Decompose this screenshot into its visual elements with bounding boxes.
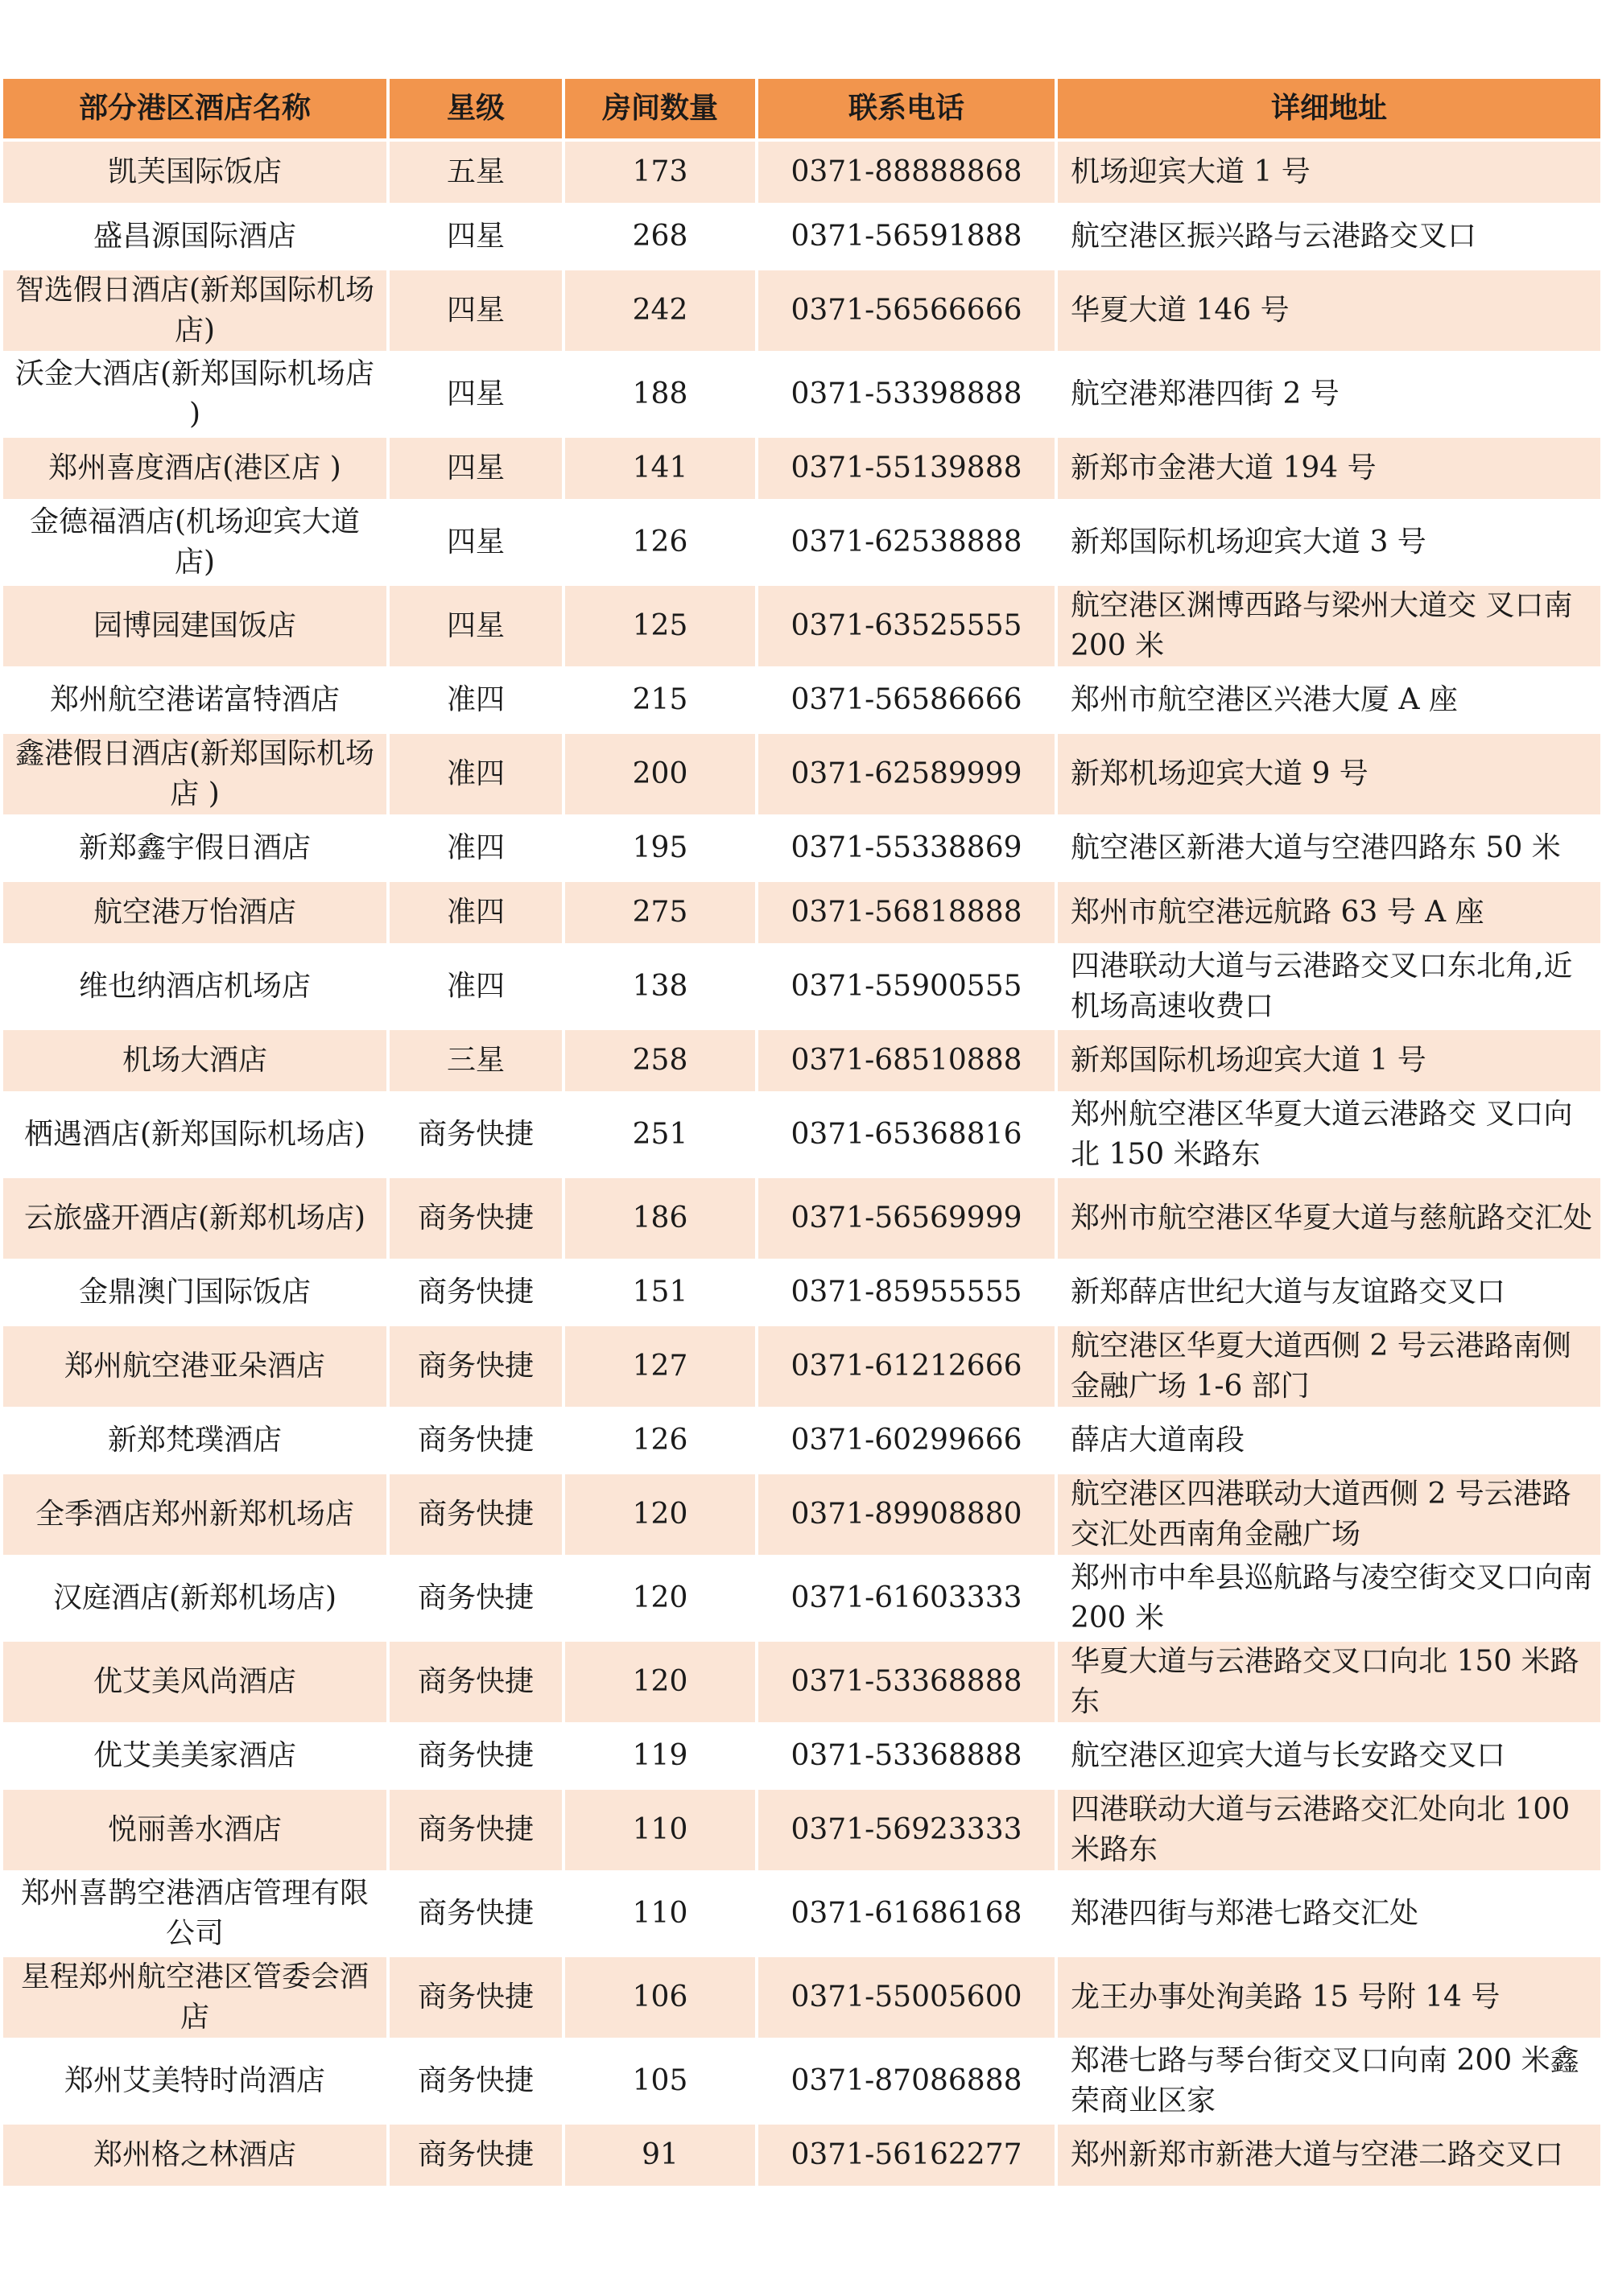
table-row <box>3 818 1604 882</box>
phone-number: 0371-88888868 <box>758 142 1058 206</box>
hotel-name: 优艾美美家酒店 <box>3 1725 390 1790</box>
table-row <box>3 1178 1604 1262</box>
star-rating: 四星 <box>390 206 565 270</box>
room-count: 126 <box>565 502 758 586</box>
star-rating: 商务快捷 <box>390 1558 565 1642</box>
address: 龙王办事处洵美路 15 号附 14 号 <box>1058 1957 1604 2041</box>
star-rating: 商务快捷 <box>390 1790 565 1873</box>
room-count: 126 <box>565 1410 758 1474</box>
hotel-name: 全季酒店郑州新郑机场店 <box>3 1474 390 1558</box>
address: 新郑国际机场迎宾大道 1 号 <box>1058 1030 1604 1094</box>
phone-number: 0371-65368816 <box>758 1094 1058 1178</box>
table-row <box>3 946 1604 1030</box>
hotel-name: 沃金大酒店(新郑国际机场店 ) <box>3 354 390 438</box>
table-row <box>3 1410 1604 1474</box>
room-count: 151 <box>565 1262 758 1326</box>
table-row <box>3 1326 1604 1410</box>
hotel-table-container <box>3 79 1604 2189</box>
address: 郑港七路与琴台街交叉口向南 200 米鑫荣商业区家 <box>1058 2041 1604 2125</box>
room-count: 188 <box>565 354 758 438</box>
table-row <box>3 1094 1604 1178</box>
address: 航空港区渊博西路与梁州大道交 叉口南 200 米 <box>1058 586 1604 670</box>
hotel-name: 金德福酒店(机场迎宾大道店) <box>3 502 390 586</box>
phone-number: 0371-55005600 <box>758 1957 1058 2041</box>
address: 薛店大道南段 <box>1058 1410 1604 1474</box>
address: 郑州市航空港远航路 63 号 A 座 <box>1058 882 1604 946</box>
address: 郑州航空港区华夏大道云港路交 叉口向北 150 米路东 <box>1058 1094 1604 1178</box>
star-rating: 商务快捷 <box>390 1094 565 1178</box>
table-row <box>3 1957 1604 2041</box>
hotel-name: 凯芙国际饭店 <box>3 142 390 206</box>
room-count: 173 <box>565 142 758 206</box>
hotel-name: 智选假日酒店(新郑国际机场店) <box>3 270 390 354</box>
star-rating: 商务快捷 <box>390 1474 565 1558</box>
star-rating: 准四 <box>390 946 565 1030</box>
room-count: 110 <box>565 1873 758 1957</box>
star-rating: 四星 <box>390 270 565 354</box>
address: 四港联动大道与云港路交汇处向北 100 米路东 <box>1058 1790 1604 1873</box>
star-rating: 准四 <box>390 818 565 882</box>
room-count: 268 <box>565 206 758 270</box>
room-count: 186 <box>565 1178 758 1262</box>
room-count: 106 <box>565 1957 758 2041</box>
address: 四港联动大道与云港路交叉口东北角,近机场高速收费口 <box>1058 946 1604 1030</box>
phone-number: 0371-89908880 <box>758 1474 1058 1558</box>
phone-number: 0371-61603333 <box>758 1558 1058 1642</box>
room-count: 258 <box>565 1030 758 1094</box>
table-row <box>3 2041 1604 2125</box>
star-rating: 三星 <box>390 1030 565 1094</box>
room-count: 195 <box>565 818 758 882</box>
table-row <box>3 2125 1604 2189</box>
star-rating: 四星 <box>390 586 565 670</box>
star-rating: 商务快捷 <box>390 1178 565 1262</box>
hotel-name: 金鼎澳门国际饭店 <box>3 1262 390 1326</box>
address: 华夏大道与云港路交叉口向北 150 米路东 <box>1058 1642 1604 1725</box>
hotel-name: 郑州艾美特时尚酒店 <box>3 2041 390 2125</box>
table-row <box>3 206 1604 270</box>
room-count: 110 <box>565 1790 758 1873</box>
table-row <box>3 1642 1604 1725</box>
address: 郑州市航空港区华夏大道与慈航路交汇处 <box>1058 1178 1604 1262</box>
header-phone: 联系电话 <box>758 79 1058 142</box>
table-row <box>3 1790 1604 1873</box>
address: 华夏大道 146 号 <box>1058 270 1604 354</box>
star-rating: 准四 <box>390 670 565 734</box>
address: 郑州市中牟县巡航路与凌空街交叉口向南 200 米 <box>1058 1558 1604 1642</box>
room-count: 215 <box>565 670 758 734</box>
address: 机场迎宾大道 1 号 <box>1058 142 1604 206</box>
hotel-name: 优艾美风尚酒店 <box>3 1642 390 1725</box>
star-rating: 商务快捷 <box>390 2041 565 2125</box>
hotel-table <box>3 79 1604 2189</box>
phone-number: 0371-61212666 <box>758 1326 1058 1410</box>
table-row <box>3 354 1604 438</box>
hotel-name: 园博园建国饭店 <box>3 586 390 670</box>
header-star-rating: 星级 <box>390 79 565 142</box>
phone-number: 0371-53398888 <box>758 354 1058 438</box>
table-row <box>3 734 1604 818</box>
phone-number: 0371-61686168 <box>758 1873 1058 1957</box>
room-count: 120 <box>565 1642 758 1725</box>
star-rating: 四星 <box>390 502 565 586</box>
hotel-name: 鑫港假日酒店(新郑国际机场店 ) <box>3 734 390 818</box>
star-rating: 五星 <box>390 142 565 206</box>
phone-number: 0371-56818888 <box>758 882 1058 946</box>
phone-number: 0371-56569999 <box>758 1178 1058 1262</box>
hotel-name: 星程郑州航空港区管委会酒店 <box>3 1957 390 2041</box>
phone-number: 0371-62589999 <box>758 734 1058 818</box>
address: 航空港区振兴路与云港路交叉口 <box>1058 206 1604 270</box>
hotel-name: 栖遇酒店(新郑国际机场店) <box>3 1094 390 1178</box>
room-count: 200 <box>565 734 758 818</box>
star-rating: 准四 <box>390 882 565 946</box>
room-count: 91 <box>565 2125 758 2189</box>
star-rating: 商务快捷 <box>390 2125 565 2189</box>
hotel-name: 新郑梵璞酒店 <box>3 1410 390 1474</box>
hotel-name: 郑州喜鹊空港酒店管理有限公司 <box>3 1873 390 1957</box>
phone-number: 0371-55338869 <box>758 818 1058 882</box>
phone-number: 0371-68510888 <box>758 1030 1058 1094</box>
address: 航空港区新港大道与空港四路东 50 米 <box>1058 818 1604 882</box>
star-rating: 商务快捷 <box>390 1957 565 2041</box>
room-count: 138 <box>565 946 758 1030</box>
room-count: 127 <box>565 1326 758 1410</box>
star-rating: 商务快捷 <box>390 1410 565 1474</box>
phone-number: 0371-56162277 <box>758 2125 1058 2189</box>
phone-number: 0371-60299666 <box>758 1410 1058 1474</box>
room-count: 105 <box>565 2041 758 2125</box>
phone-number: 0371-55139888 <box>758 438 1058 502</box>
room-count: 125 <box>565 586 758 670</box>
hotel-name: 郑州航空港诺富特酒店 <box>3 670 390 734</box>
hotel-name: 盛昌源国际酒店 <box>3 206 390 270</box>
table-row <box>3 502 1604 586</box>
header-address: 详细地址 <box>1058 79 1604 142</box>
star-rating: 商务快捷 <box>390 1262 565 1326</box>
table-row <box>3 142 1604 206</box>
table-row <box>3 882 1604 946</box>
table-row <box>3 1725 1604 1790</box>
table-row <box>3 270 1604 354</box>
room-count: 275 <box>565 882 758 946</box>
hotel-name: 机场大酒店 <box>3 1030 390 1094</box>
address: 郑州新郑市新港大道与空港二路交叉口 <box>1058 2125 1604 2189</box>
header-hotel-name: 部分港区酒店名称 <box>3 79 390 142</box>
table-row <box>3 1474 1604 1558</box>
hotel-name: 悦丽善水酒店 <box>3 1790 390 1873</box>
star-rating: 商务快捷 <box>390 1642 565 1725</box>
hotel-name: 郑州格之林酒店 <box>3 2125 390 2189</box>
address: 新郑薛店世纪大道与友谊路交叉口 <box>1058 1262 1604 1326</box>
hotel-name: 郑州航空港亚朵酒店 <box>3 1326 390 1410</box>
phone-number: 0371-56586666 <box>758 670 1058 734</box>
address: 郑州市航空港区兴港大厦 A 座 <box>1058 670 1604 734</box>
room-count: 120 <box>565 1474 758 1558</box>
hotel-name: 汉庭酒店(新郑机场店) <box>3 1558 390 1642</box>
room-count: 141 <box>565 438 758 502</box>
room-count: 251 <box>565 1094 758 1178</box>
address: 航空港区迎宾大道与长安路交叉口 <box>1058 1725 1604 1790</box>
table-row <box>3 1873 1604 1957</box>
hotel-name: 维也纳酒店机场店 <box>3 946 390 1030</box>
phone-number: 0371-56566666 <box>758 270 1058 354</box>
room-count: 120 <box>565 1558 758 1642</box>
hotel-name: 郑州喜度酒店(港区店 ) <box>3 438 390 502</box>
hotel-name: 航空港万怡酒店 <box>3 882 390 946</box>
star-rating: 四星 <box>390 438 565 502</box>
star-rating: 商务快捷 <box>390 1326 565 1410</box>
star-rating: 准四 <box>390 734 565 818</box>
table-row <box>3 1558 1604 1642</box>
room-count: 242 <box>565 270 758 354</box>
phone-number: 0371-53368888 <box>758 1642 1058 1725</box>
hotel-name: 新郑鑫宇假日酒店 <box>3 818 390 882</box>
table-row <box>3 1030 1604 1094</box>
room-count: 119 <box>565 1725 758 1790</box>
hotel-name: 云旅盛开酒店(新郑机场店) <box>3 1178 390 1262</box>
table-row <box>3 1262 1604 1326</box>
phone-number: 0371-87086888 <box>758 2041 1058 2125</box>
address: 新郑国际机场迎宾大道 3 号 <box>1058 502 1604 586</box>
address: 航空港郑港四街 2 号 <box>1058 354 1604 438</box>
address: 新郑机场迎宾大道 9 号 <box>1058 734 1604 818</box>
star-rating: 商务快捷 <box>390 1873 565 1957</box>
table-row <box>3 586 1604 670</box>
address: 郑港四街与郑港七路交汇处 <box>1058 1873 1604 1957</box>
address: 航空港区华夏大道西侧 2 号云港路南侧金融广场 1-6 部门 <box>1058 1326 1604 1410</box>
star-rating: 商务快捷 <box>390 1725 565 1790</box>
table-row <box>3 438 1604 502</box>
address: 航空港区四港联动大道西侧 2 号云港路交汇处西南角金融广场 <box>1058 1474 1604 1558</box>
address: 新郑市金港大道 194 号 <box>1058 438 1604 502</box>
phone-number: 0371-56923333 <box>758 1790 1058 1873</box>
star-rating: 四星 <box>390 354 565 438</box>
header-room-count: 房间数量 <box>565 79 758 142</box>
phone-number: 0371-56591888 <box>758 206 1058 270</box>
phone-number: 0371-62538888 <box>758 502 1058 586</box>
phone-number: 0371-55900555 <box>758 946 1058 1030</box>
table-row <box>3 670 1604 734</box>
phone-number: 0371-85955555 <box>758 1262 1058 1326</box>
table-header-row <box>3 79 1604 142</box>
phone-number: 0371-63525555 <box>758 586 1058 670</box>
phone-number: 0371-53368888 <box>758 1725 1058 1790</box>
